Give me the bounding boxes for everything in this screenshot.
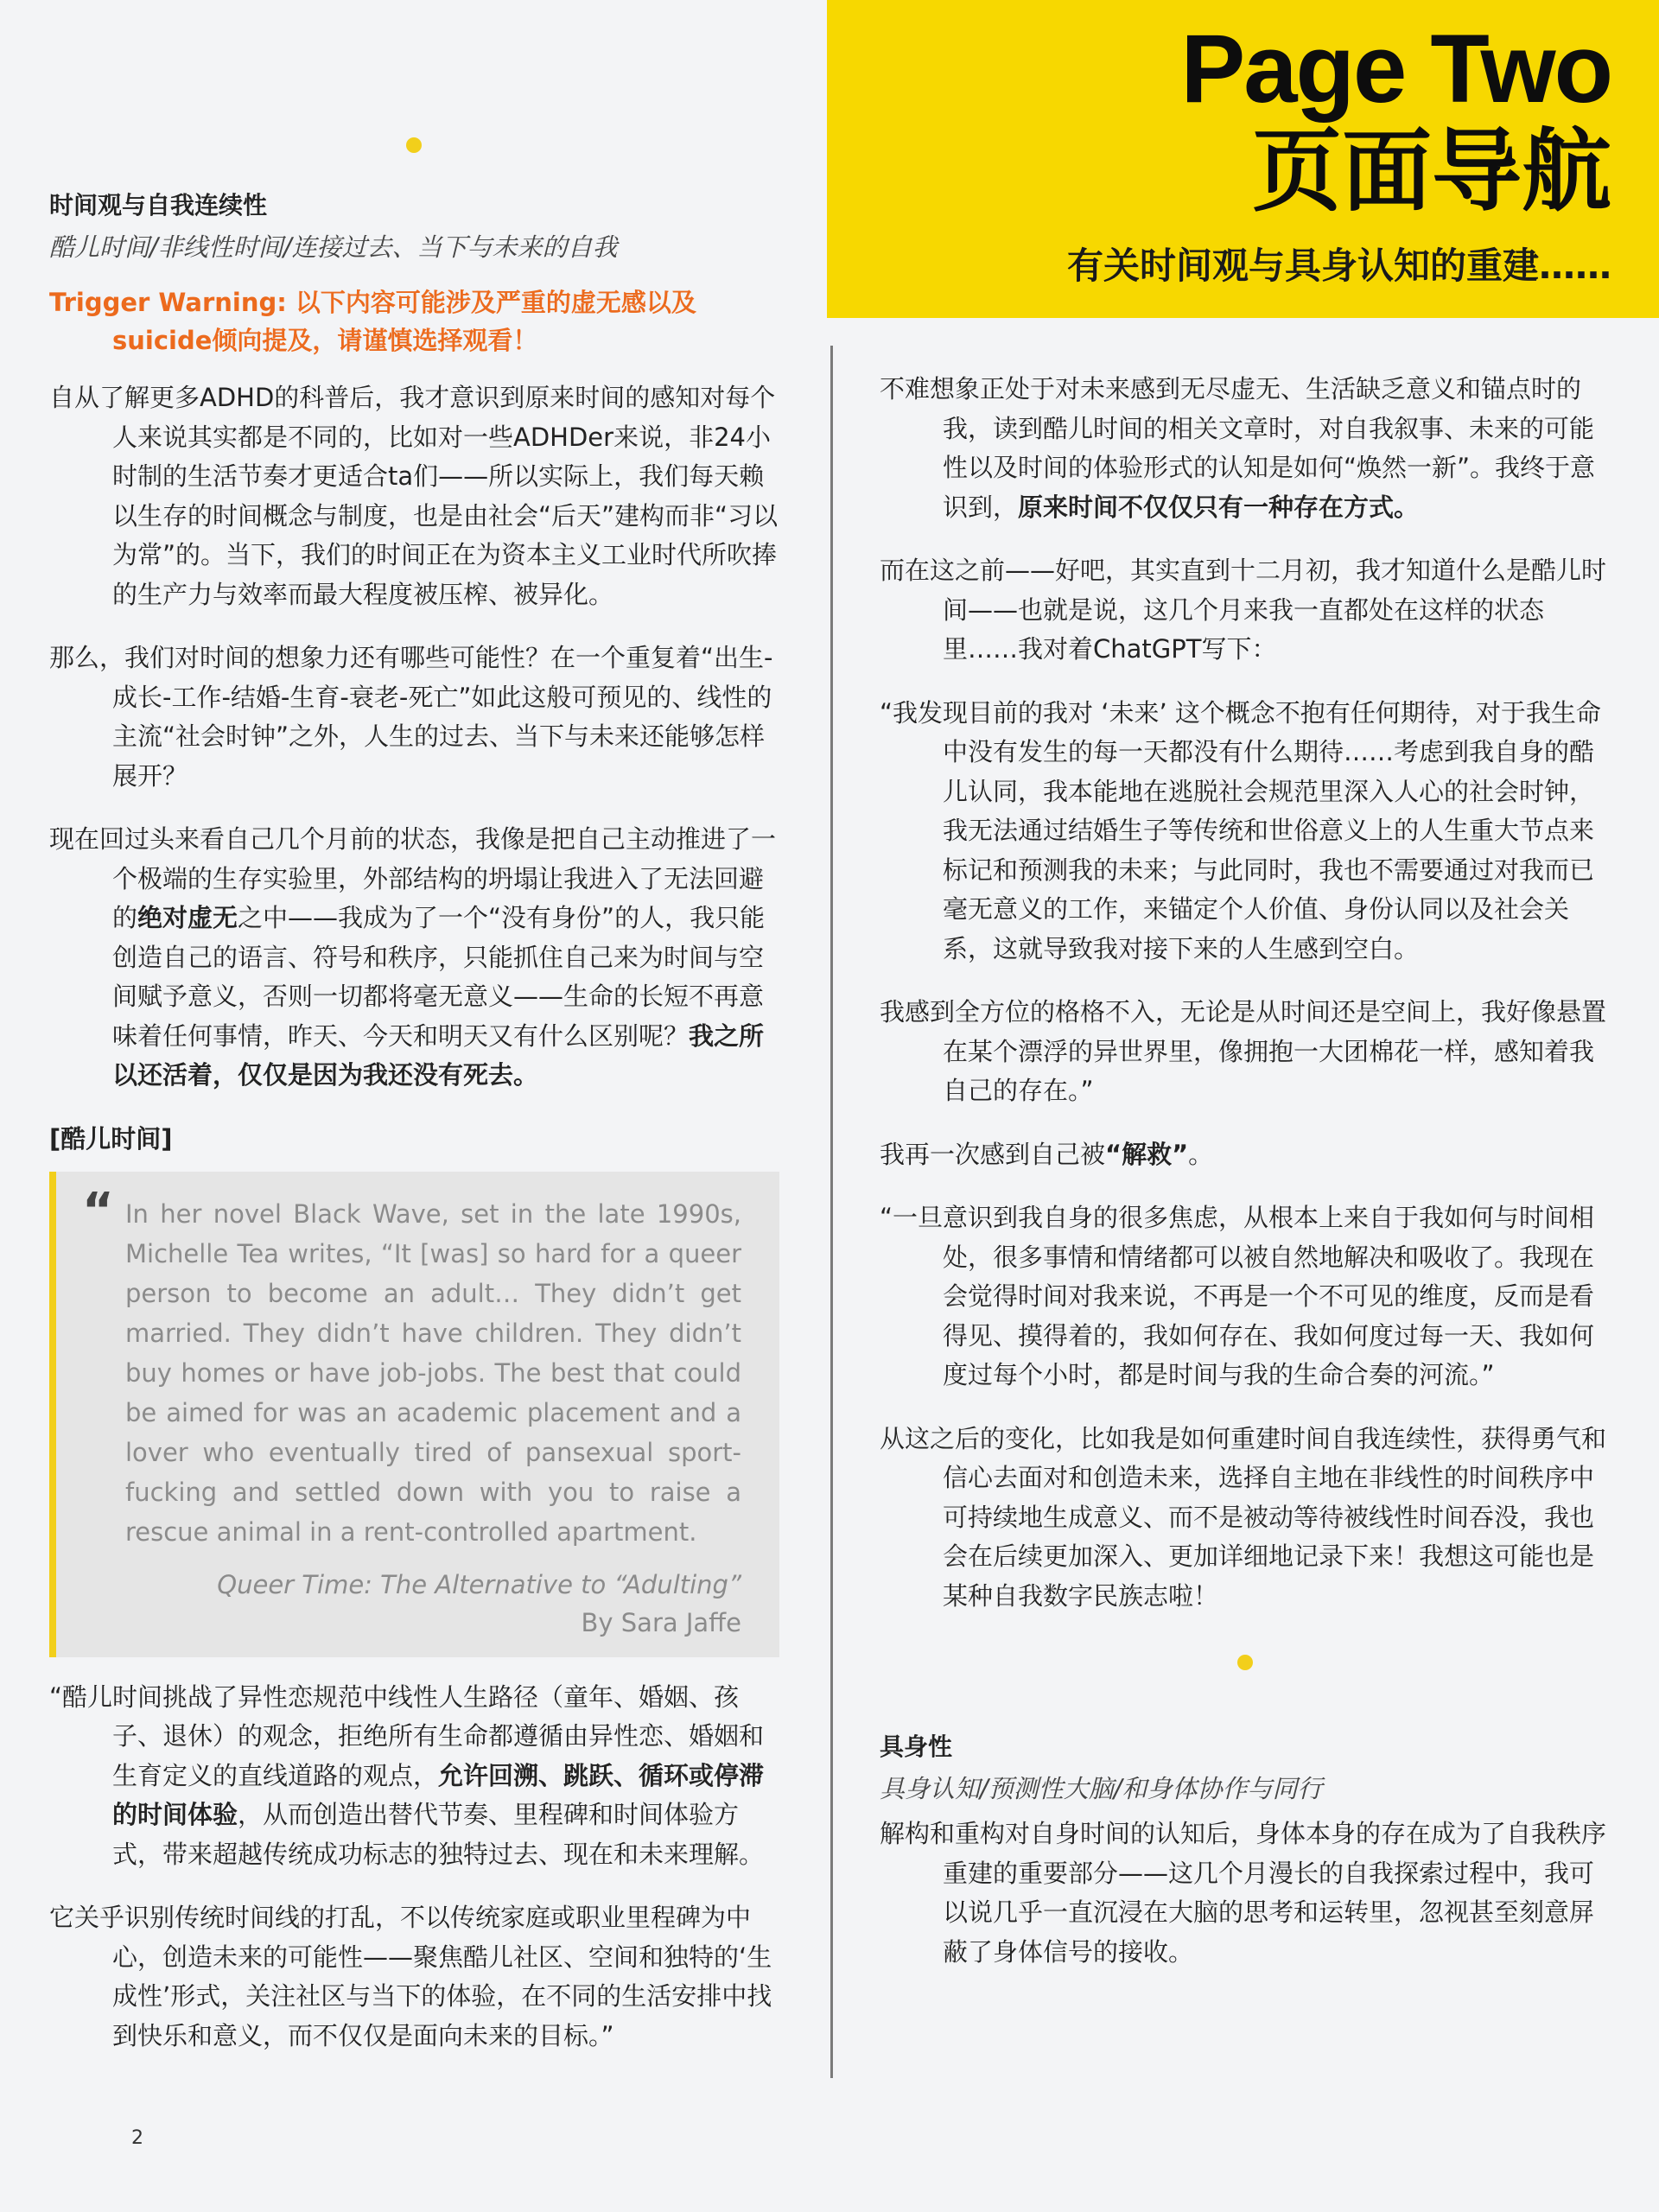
- left-column: [49, 188, 779, 2080]
- trigger-warning: Trigger Warning: 以下内容可能涉及严重的虚无感以及suicide倾向提及，请谨慎选择观看！: [49, 288, 696, 355]
- decorative-dot: [1237, 1655, 1253, 1670]
- emphasis: 我之所以还活着，仅仅是因为我还没有死去。: [112, 1020, 765, 1090]
- quote-text: In her novel Black Wave, set in the late 1990s, Michelle Tea writes, “It [was] so hard for a queer person to become an adult… They didn’t get married. They didn’t have children. They didn’t buy homes or have job-jobs. The best that could be aimed for was an academic placement and a lover who eventually tired of pansexual sport-fucking and settled down with you to raise a rescue animal in a rent-controlled apartment.: [125, 1198, 741, 1547]
- paragraph: “一旦意识到我自身的很多焦虑，从根本上来自于我如何与时间相处，很多事情和情绪都可以被自然地解决和吸收了。我现在会觉得时间对我来说，不再是一个不可见的维度，反而是看得见、摸得着的，我如何存在、我如何度过每一天、我如何度过每个小时，都是时间与我的生命合奏的河流。”: [880, 1203, 1595, 1389]
- paragraph: 我再一次感到自己被“解救”。: [880, 1139, 1214, 1169]
- paragraph: “我发现目前的我对 ‘未来’ 这个概念不抱有任何期待，对于我生命中没有发生的每一天都没有什么期待……考虑到我自身的酷儿认同，我本能地在逃脱社会规范里深入人心的社会时钟，我无法通过结婚生子等传统和世俗意义上的人生重大节点来标记和预测我的未来；与此同时，我也不需要通过对我而已毫无意义的工作，来锚定个人价值、身份认同以及社会关系，这就导致我对接下来的人生感到空白。: [880, 697, 1601, 963]
- right-column: [880, 370, 1614, 1996]
- column-divider: [830, 346, 833, 2078]
- paragraph: 从这之后的变化，比如我是如何重建时间自我连续性，获得勇气和信心去面对和创造未来，选择自主地在非线性的时间秩序中可持续地生成意义、而不是被动等待被线性时间吞没，我也会在后续更加深入、更加详细地记录下来！我想这可能也是某种自我数字民族志啦！: [880, 1423, 1607, 1611]
- quote-source: Queer Time: The Alternative to “Adulting”: [217, 1569, 741, 1599]
- section-title: 具身性: [880, 1732, 953, 1761]
- section-title: 时间观与自我连续性: [49, 191, 268, 219]
- emphasis: 原来时间不仅仅只有一种存在方式。: [1018, 492, 1420, 522]
- paragraph: 自从了解更多ADHD的科普后，我才意识到原来时间的感知对每个人来说其实都是不同的，比如对一些ADHDer来说，非24小时制的生活节奏才更适合ta们——所以实际上，我们每天赖以生存的时间概念与制度，也是由社会“后天”建构而非“习以为常”的。当下，我们的时间正在为资本主义工业时代所吹捧的生产力与效率而最大程度被压榨、被异化。: [49, 383, 779, 609]
- page-header-banner: [827, 0, 1659, 318]
- page-title-en: Page Two: [1180, 15, 1611, 123]
- paragraph: 解构和重构对自身时间的认知后，身体本身的存在成为了自我秩序重建的重要部分——这几个月漫长的自我探索过程中，我可以说几乎一直沉浸在大脑的思考和运转里，忽视甚至刻意屏蔽了身体信号的接收。: [880, 1819, 1607, 1967]
- page-tagline: 有关时间观与具身认知的重建……: [1066, 245, 1611, 287]
- decorative-dot: [406, 137, 422, 153]
- paragraph: 不难想象正处于对未来感到无尽虚无、生活缺乏意义和锚点时的我，读到酷儿时间的相关文章时，对自我叙事、未来的可能性以及时间的体验形式的认知是如何“焕然一新”。我终于意识到，原来时间不仅仅只有一种存在方式。: [880, 374, 1596, 522]
- quote-mark-icon: “: [82, 1182, 114, 1239]
- emphasis: “解救”: [1105, 1139, 1189, 1169]
- emphasis: 绝对虚无: [137, 903, 238, 932]
- quote-author: By Sara Jaffe: [581, 1607, 741, 1637]
- blockquote: [49, 1172, 779, 1657]
- section-subtitle: 具身认知/预测性大脑/和身体协作与同行: [880, 1774, 1323, 1803]
- paragraph: 现在回过头来看自己几个月前的状态，我像是把自己主动推进了一个极端的生存实验里，外部结构的坍塌让我进入了无法回避的绝对虚无之中——我成为了一个“没有身份”的人，我只能创造自己的语言、符号和秩序，只能抓住自己来为时间与空间赋予意义，否则一切都将毫无意义——生命的长短不再意味着任何事情，昨天、今天和明天又有什么区别呢？我之所以还活着，仅仅是因为我还没有死去。: [49, 824, 777, 1090]
- paragraph: “酷儿时间挑战了异性恋规范中线性人生路径（童年、婚姻、孩子、退休）的观念，拒绝所有生命都遵循由异性恋、婚姻和生育定义的直线道路的观点，允许回溯、跳跃、循环或停滞的时间体验，从而创造出替代节奏、里程碑和时间体验方式，带来超越传统成功标志的独特过去、现在和未来理解。: [49, 1681, 765, 1869]
- page-title-zh: 页面导航: [1251, 118, 1611, 224]
- paragraph: 它关乎识别传统时间线的打乱，不以传统家庭或职业里程碑为中心，创造未来的可能性——聚焦酷儿社区、空间和独特的‘生成性’形式，关注社区与当下的体验，在不同的生活安排中找到快乐和意义，而不仅仅是面向未来的目标。”: [49, 1903, 772, 2050]
- paragraph: 那么，我们对时间的想象力还有哪些可能性？在一个重复着“出生-成长-工作-结婚-生育-衰老-死亡”如此这般可预见的、线性的主流“社会时钟”之外，人生的过去、当下与未来还能够怎样展开？: [49, 643, 773, 791]
- emphasis: 允许回溯、跳跃、循环或停滞的时间体验: [112, 1760, 765, 1829]
- page-number: 2: [131, 2127, 143, 2149]
- paragraph: 我感到全方位的格格不入，无论是从时间还是空间上，我好像悬置在某个漂浮的异世界里，像拥抱一大团棉花一样，感知着我自己的存在。”: [880, 997, 1607, 1105]
- section-subtitle: 酷儿时间/非线性时间/连接过去、当下与未来的自我: [49, 232, 618, 262]
- paragraph: 而在这之前——好吧，其实直到十二月初，我才知道什么是酷儿时间——也就是说，这几个月来我一直都处在这样的状态里……我对着ChatGPT写下：: [880, 556, 1607, 664]
- section-label: [酷儿时间]: [49, 1123, 173, 1154]
